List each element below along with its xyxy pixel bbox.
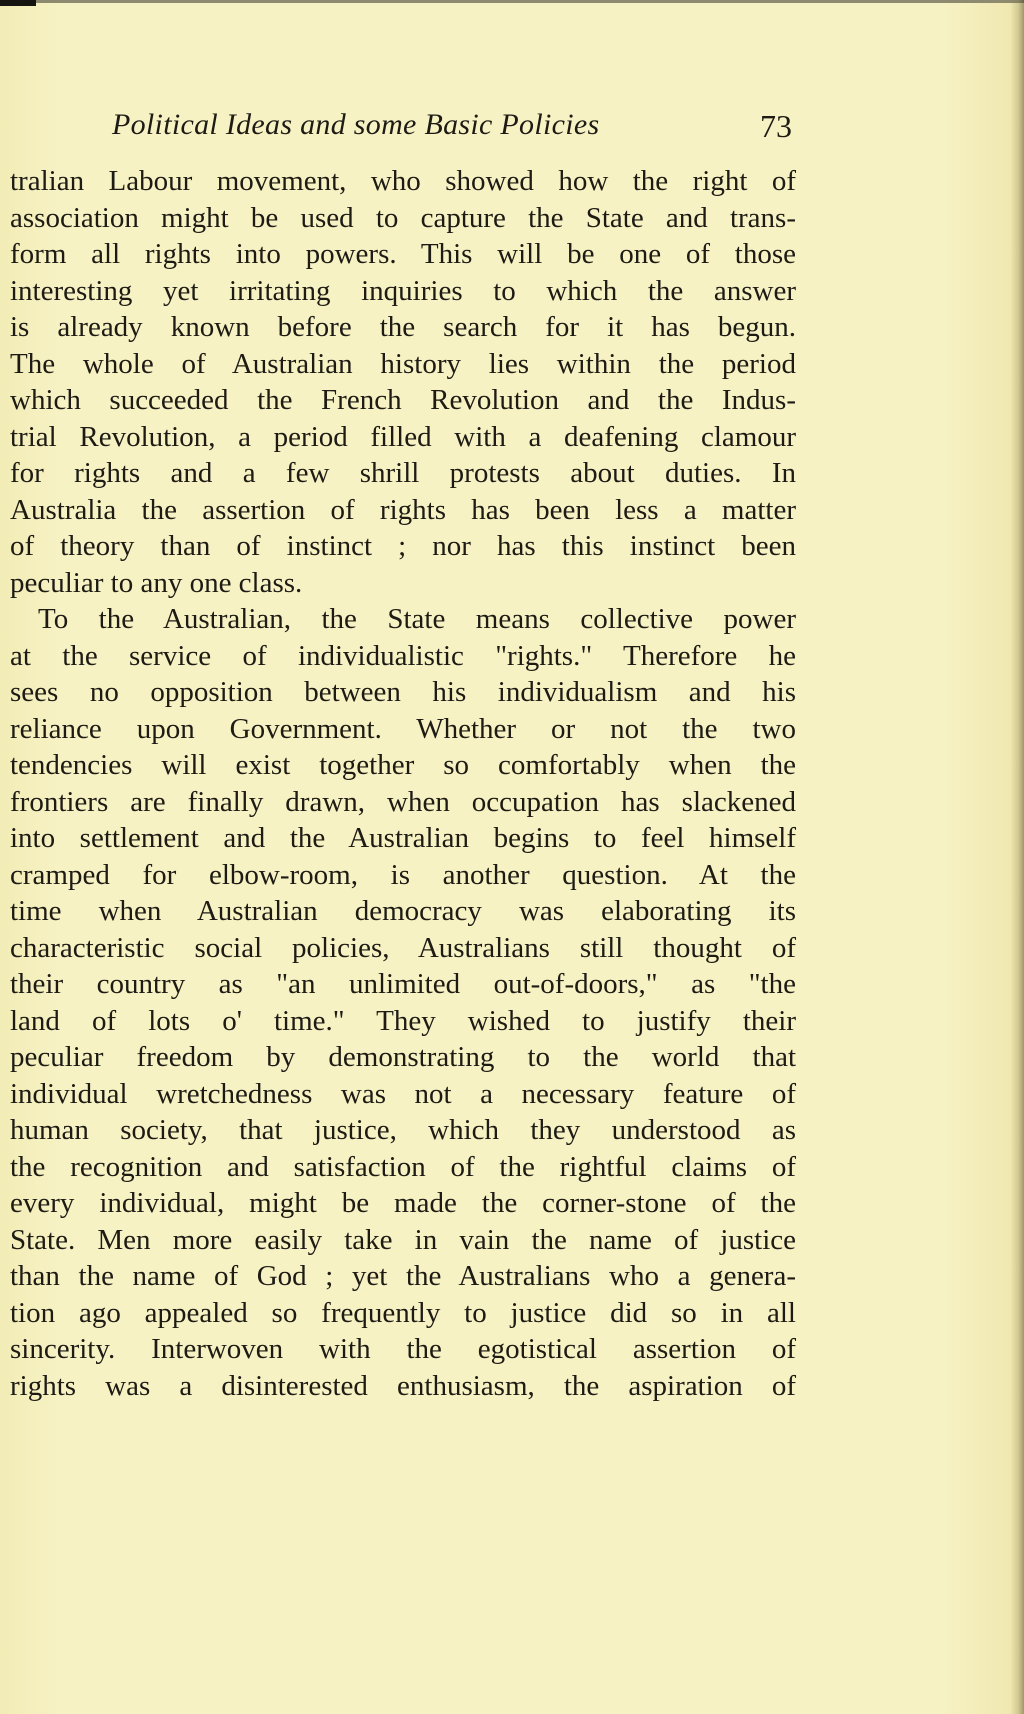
text-line: cramped for elbow-room, is another question. At the xyxy=(10,858,796,891)
text-line: human society, that justice, which they understood as xyxy=(10,1114,796,1146)
scan-corner-mark xyxy=(0,0,36,6)
text-line: To the Australian, the State means collective power xyxy=(38,603,796,635)
text-line: rights was a disinterested enthusiasm, the aspiration of xyxy=(10,1369,796,1402)
running-head xyxy=(112,108,792,152)
text-line: sees no opposition between his individualism and his xyxy=(10,676,796,708)
text-line: form all rights into powers. This will be one of those xyxy=(10,238,796,270)
page-right-edge-shadow xyxy=(1010,0,1024,1714)
text-line: their country as "an unlimited out-of-doors," as "the xyxy=(10,968,796,1000)
text-line: of theory than of instinct ; nor has this instinct been xyxy=(10,530,796,562)
text-line: tion ago appealed so frequently to justice did so in all xyxy=(10,1296,796,1329)
running-title: Political Ideas and some Basic Policies xyxy=(112,108,600,141)
text-line: interesting yet irritating inquiries to which the answer xyxy=(10,274,796,307)
text-line: at the service of individualistic "rights." Therefore he xyxy=(10,639,796,672)
text-line: time when Australian democracy was elaborating its xyxy=(10,895,796,927)
paragraph-1 xyxy=(10,163,796,601)
text-line: which succeeded the French Revolution and the Indus- xyxy=(10,384,796,416)
text-line: than the name of God ; yet the Australians who a genera- xyxy=(10,1260,796,1292)
text-line: into settlement and the Australian begins to feel himself xyxy=(10,822,796,854)
text-line: frontiers are finally drawn, when occupation has slackened xyxy=(10,785,796,818)
text-line: is already known before the search for it has begun. xyxy=(10,311,796,343)
text-line: the recognition and satisfaction of the rightful claims of xyxy=(10,1150,796,1183)
paragraph-2 xyxy=(10,601,796,1404)
body-text xyxy=(10,163,796,1404)
text-line: The whole of Australian history lies within the period xyxy=(10,347,796,380)
text-line: trial Revolution, a period filled with a deafening clamour xyxy=(10,420,796,453)
text-line: association might be used to capture the State and trans- xyxy=(10,201,796,234)
text-line: reliance upon Government. Whether or not the two xyxy=(10,712,796,745)
text-line: tralian Labour movement, who showed how the right of xyxy=(10,165,796,197)
text-line: peculiar freedom by demonstrating to the world that xyxy=(10,1041,796,1073)
page-top-edge xyxy=(0,0,1024,3)
text-line: Australia the assertion of rights has been less a matter xyxy=(10,493,796,526)
text-line: peculiar to any one class. xyxy=(10,566,303,599)
text-line: every individual, might be made the corner-stone of the xyxy=(10,1187,796,1219)
text-line: individual wretchedness was not a necessary feature of xyxy=(10,1077,796,1110)
text-line: land of lots o' time." They wished to justify their xyxy=(10,1004,796,1037)
text-line: characteristic social policies, Australians still thought of xyxy=(10,931,796,964)
text-line: State. Men more easily take in vain the name of justice xyxy=(10,1223,796,1256)
text-line: sincerity. Interwoven with the egotistical assertion of xyxy=(10,1333,796,1365)
text-line: for rights and a few shrill protests about duties. In xyxy=(10,457,796,489)
page-number: 73 xyxy=(760,108,792,144)
text-line: tendencies will exist together so comfortably when the xyxy=(10,749,796,781)
